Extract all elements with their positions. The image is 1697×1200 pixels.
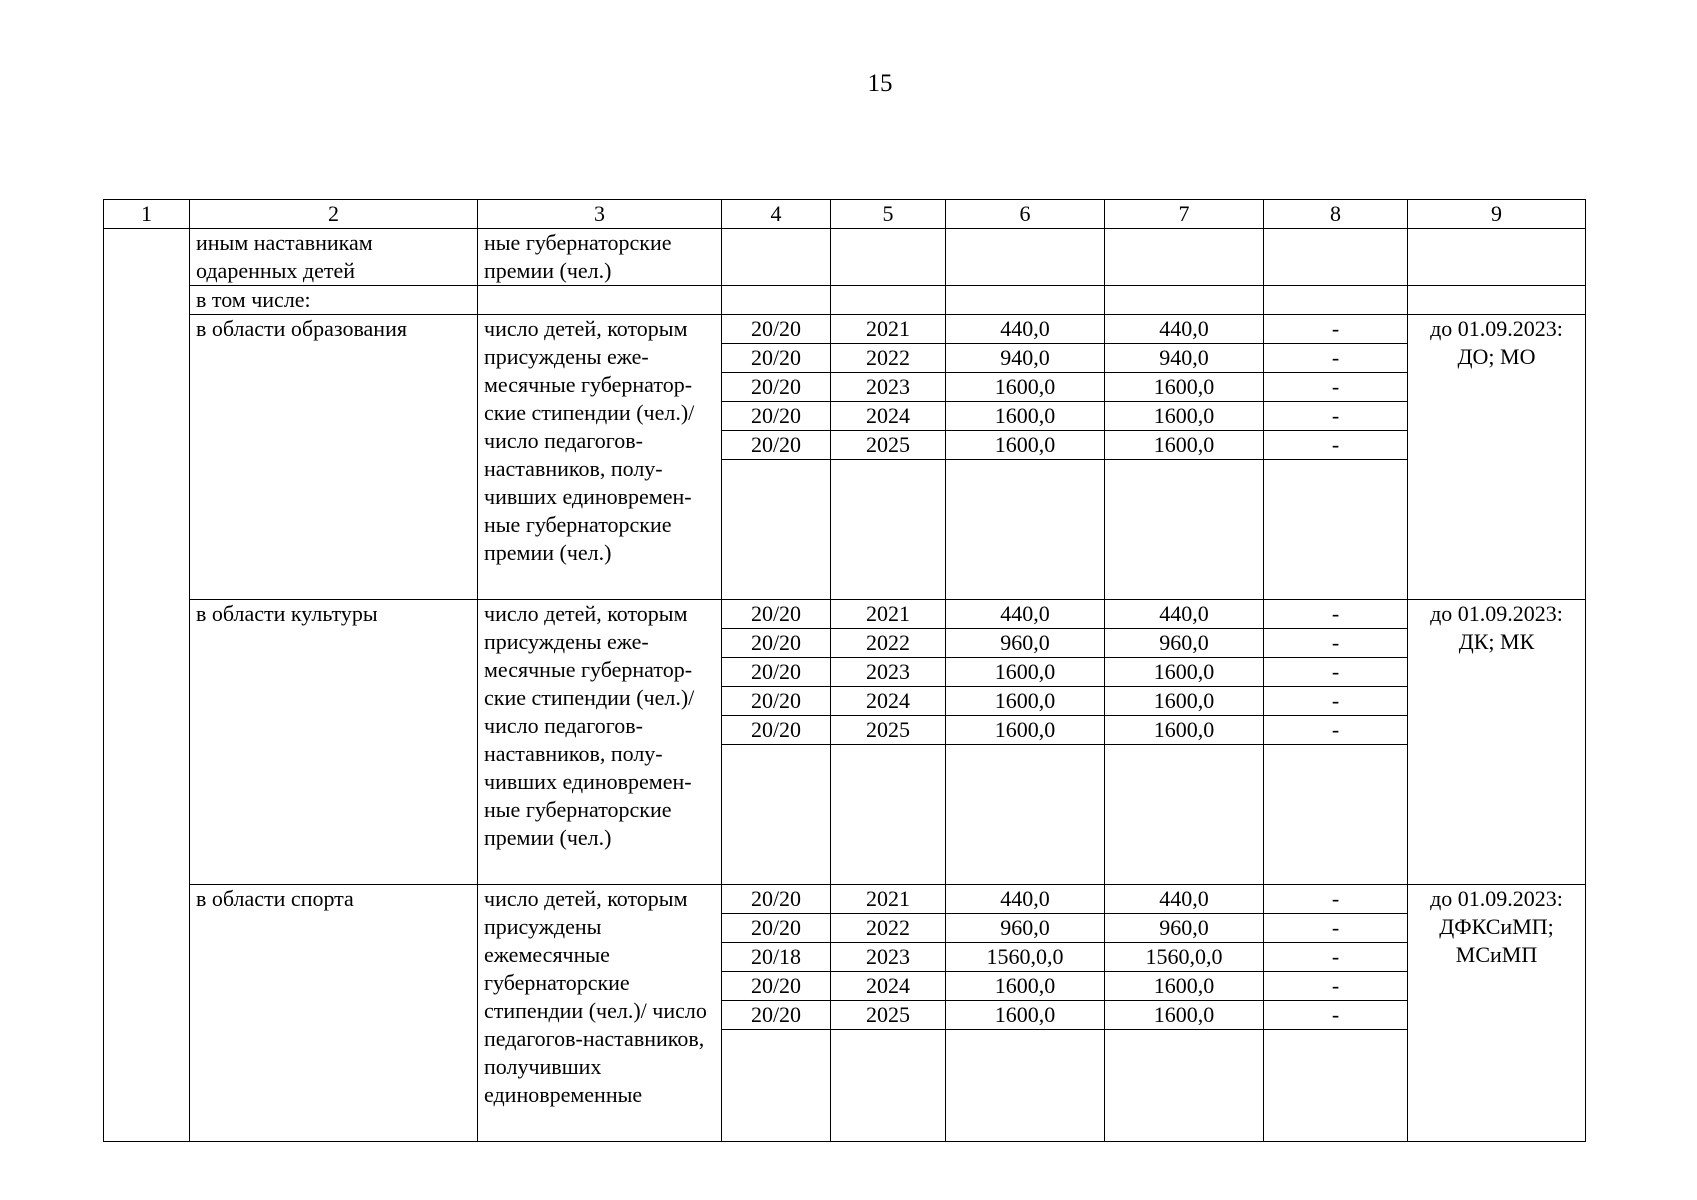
year-cell: 2025 [831, 1001, 946, 1030]
header-col-6: 6 [946, 200, 1105, 229]
empty-cell [1105, 1030, 1264, 1142]
value-cell: 1600,0 [1105, 431, 1264, 460]
value-cell: 1600,0 [946, 402, 1105, 431]
value-cell: 1560,0,0 [1105, 943, 1264, 972]
intro-col2: иным наставникам одаренных детей [190, 229, 478, 286]
value-cell: 440,0 [1105, 885, 1264, 914]
value-cell: 440,0 [946, 885, 1105, 914]
page-number: 15 [867, 70, 893, 97]
value-cell: - [1264, 716, 1408, 745]
subtitle-cell: в том числе: [190, 286, 478, 315]
year-cell: 2021 [831, 885, 946, 914]
empty-cell [831, 745, 946, 885]
value-cell: 20/20 [722, 972, 831, 1001]
value-cell: 940,0 [946, 344, 1105, 373]
value-cell: 20/18 [722, 943, 831, 972]
empty-cell [1105, 229, 1264, 286]
value-cell: 20/20 [722, 344, 831, 373]
value-cell: 20/20 [722, 600, 831, 629]
year-cell: 2023 [831, 658, 946, 687]
value-cell: 1600,0 [946, 431, 1105, 460]
year-cell: 2023 [831, 943, 946, 972]
value-cell: 440,0 [1105, 315, 1264, 344]
value-cell: 440,0 [946, 315, 1105, 344]
indicator-cell: число детей, которым присуждены еже-месячные губернатор-ские стипендии (чел.)/ число педагогов-наставников, полу-чивших единовремен-ные губернаторские премии (чел.) [478, 315, 722, 600]
area-cell: в области образования [190, 315, 478, 600]
value-cell: 1600,0 [1105, 373, 1264, 402]
value-cell: 1600,0 [1105, 1001, 1264, 1030]
table-row [104, 286, 1586, 315]
year-cell: 2023 [831, 373, 946, 402]
year-cell: 2024 [831, 972, 946, 1001]
value-cell: 20/20 [722, 716, 831, 745]
empty-cell [1105, 286, 1264, 315]
empty-cell [1264, 460, 1408, 600]
table-row [104, 600, 1586, 629]
empty-cell [1408, 286, 1586, 315]
empty-cell [831, 460, 946, 600]
empty-cell [946, 460, 1105, 600]
table-row [104, 885, 1586, 914]
value-cell: 440,0 [1105, 600, 1264, 629]
year-cell: 2022 [831, 344, 946, 373]
area-cell: в области спорта [190, 885, 478, 1142]
value-cell: - [1264, 373, 1408, 402]
value-cell: 1600,0 [946, 687, 1105, 716]
value-cell: 440,0 [946, 600, 1105, 629]
empty-cell [1105, 745, 1264, 885]
header-col-9: 9 [1408, 200, 1586, 229]
responsible-cell: до 01.09.2023: ДК; МК [1408, 600, 1586, 885]
value-cell: 1600,0 [946, 373, 1105, 402]
table-row [104, 229, 1586, 286]
value-cell: 20/20 [722, 629, 831, 658]
year-cell: 2025 [831, 716, 946, 745]
header-col-5: 5 [831, 200, 946, 229]
header-col-8: 8 [1264, 200, 1408, 229]
empty-cell [1264, 745, 1408, 885]
value-cell: - [1264, 402, 1408, 431]
empty-cell [946, 1030, 1105, 1142]
value-cell: - [1264, 914, 1408, 943]
empty-cell [722, 286, 831, 315]
empty-cell [722, 745, 831, 885]
year-cell: 2021 [831, 315, 946, 344]
empty-cell [946, 286, 1105, 315]
empty-cell [1105, 460, 1264, 600]
value-cell: 1600,0 [946, 972, 1105, 1001]
year-cell: 2024 [831, 402, 946, 431]
value-cell: 1600,0 [1105, 716, 1264, 745]
value-cell: 20/20 [722, 658, 831, 687]
value-cell: 20/20 [722, 1001, 831, 1030]
value-cell: 960,0 [946, 914, 1105, 943]
col1-cell [104, 229, 190, 1142]
empty-cell [478, 286, 722, 315]
value-cell: - [1264, 885, 1408, 914]
header-col-3: 3 [478, 200, 722, 229]
header-row [104, 200, 1586, 229]
header-col-2: 2 [190, 200, 478, 229]
empty-cell [722, 1030, 831, 1142]
empty-cell [946, 745, 1105, 885]
value-cell: 20/20 [722, 687, 831, 716]
value-cell: 1600,0 [946, 716, 1105, 745]
indicator-cell: число детей, которым присуждены ежемесячные губернаторские стипендии (чел.)/ число педагогов-наставников, получивших единовременные [478, 885, 722, 1142]
intro-col3: ные губернаторские премии (чел.) [478, 229, 722, 286]
empty-cell [1264, 286, 1408, 315]
header-col-1: 1 [104, 200, 190, 229]
value-cell: - [1264, 344, 1408, 373]
value-cell: 960,0 [1105, 914, 1264, 943]
table-row [104, 315, 1586, 344]
area-cell: в области культуры [190, 600, 478, 885]
value-cell: - [1264, 629, 1408, 658]
year-cell: 2022 [831, 914, 946, 943]
value-cell: 20/20 [722, 373, 831, 402]
value-cell: - [1264, 943, 1408, 972]
value-cell: 1560,0,0 [946, 943, 1105, 972]
value-cell: 1600,0 [1105, 687, 1264, 716]
empty-cell [831, 229, 946, 286]
value-cell: 960,0 [1105, 629, 1264, 658]
value-cell: 20/20 [722, 402, 831, 431]
program-table [103, 199, 1586, 1142]
value-cell: - [1264, 600, 1408, 629]
header-col-7: 7 [1105, 200, 1264, 229]
empty-cell [722, 229, 831, 286]
year-cell: 2025 [831, 431, 946, 460]
year-cell: 2022 [831, 629, 946, 658]
empty-cell [1264, 1030, 1408, 1142]
empty-cell [946, 229, 1105, 286]
value-cell: 20/20 [722, 431, 831, 460]
value-cell: - [1264, 687, 1408, 716]
responsible-cell: до 01.09.2023: ДФКСиМП; МСиМП [1408, 885, 1586, 1142]
responsible-cell: до 01.09.2023: ДО; МО [1408, 315, 1586, 600]
header-col-4: 4 [722, 200, 831, 229]
indicator-cell: число детей, которым присуждены еже-месячные губернатор-ские стипендии (чел.)/ число педагогов-наставников, полу-чивших единовремен-ные губернаторские премии (чел.) [478, 600, 722, 885]
value-cell: 20/20 [722, 315, 831, 344]
value-cell: 20/20 [722, 885, 831, 914]
value-cell: - [1264, 972, 1408, 1001]
empty-cell [831, 286, 946, 315]
value-cell: - [1264, 658, 1408, 687]
empty-cell [1408, 229, 1586, 286]
year-cell: 2024 [831, 687, 946, 716]
empty-cell [1264, 229, 1408, 286]
value-cell: - [1264, 1001, 1408, 1030]
value-cell: 1600,0 [946, 658, 1105, 687]
value-cell: 960,0 [946, 629, 1105, 658]
year-cell: 2021 [831, 600, 946, 629]
value-cell: - [1264, 315, 1408, 344]
empty-cell [831, 1030, 946, 1142]
value-cell: 1600,0 [1105, 972, 1264, 1001]
value-cell: 20/20 [722, 914, 831, 943]
empty-cell [722, 460, 831, 600]
value-cell: 1600,0 [1105, 402, 1264, 431]
value-cell: 1600,0 [1105, 658, 1264, 687]
value-cell: 1600,0 [946, 1001, 1105, 1030]
value-cell: 940,0 [1105, 344, 1264, 373]
value-cell: - [1264, 431, 1408, 460]
